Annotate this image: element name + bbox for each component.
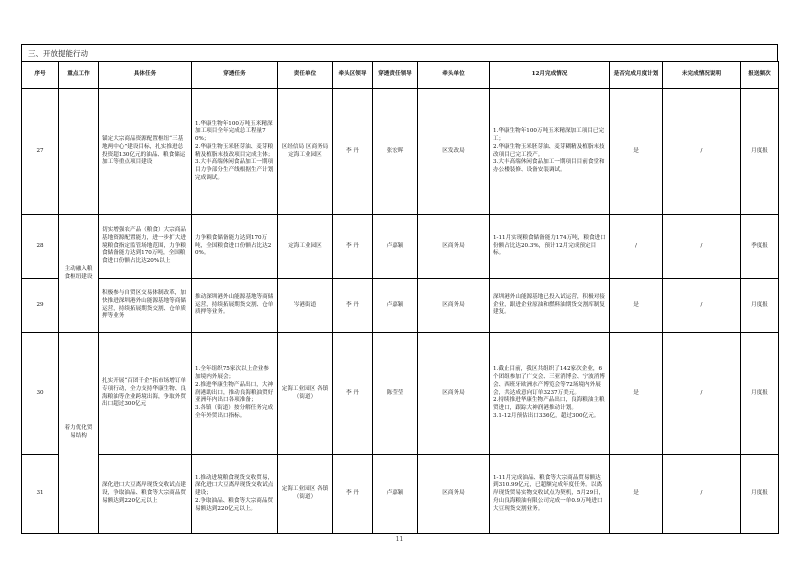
lead-cell: 李 丹: [333, 215, 373, 279]
table-row: [22, 455, 779, 534]
status-cell: [490, 279, 610, 333]
unit-cell: 定海工业园区: [278, 215, 333, 279]
table-row: [22, 215, 779, 279]
penetration-cell: [192, 215, 278, 279]
unit-cell: 岑港街道: [278, 279, 333, 333]
header-lead-unit: 牵头单位: [418, 62, 490, 89]
header-penetration-lead: 穿透责任领导: [373, 62, 418, 89]
task-cell: 锚定大宗商品资源配置枢纽“三基地两中心”建设目标，扎实推进总投资超130亿元的油品、粮食储运加工等重点项目建设: [99, 89, 192, 215]
header-status: 12月完成情况: [490, 62, 610, 89]
table-row: [22, 279, 779, 333]
lead-cell: 李 丹: [333, 333, 373, 455]
penetration-line: 2.推进华康生物产品出口，大神润港助出口，推动良海粮油贸好亚洲年内出口各项准备；: [195, 381, 274, 404]
status-line: 1-11月完成油品、粮食等大宗商品贸易额达到310.99亿元，已超额完成年度任务。以离岸现货贸易实物交收试点为契机，5月29日，舟山良海粮油有限公司完成一单0.9万吨进口大豆现货交割业务。: [493, 474, 605, 512]
task-cell: 扎实开展“百团千企”拓市场增订单专项行动，全力支持华康生物、良海粮油等企业跨境出海，争取外贸出口超过300亿元: [99, 333, 192, 455]
penetration-lead-cell: 张宏晖: [373, 89, 418, 215]
header-lead: 牵头区领导: [333, 62, 373, 89]
reason-cell: /: [663, 455, 741, 534]
status-cell: [490, 89, 610, 215]
status-line: 3.大丰高端休闲食品加工一期项目目前食堂和办公楼装修、设备安装调试。: [493, 159, 605, 173]
unit-cell: 定海工业园区 各镇（街道）: [278, 333, 333, 455]
penetration-cell: [192, 279, 278, 333]
key-work-group: 着力优化贸易结构: [59, 333, 99, 534]
status-line: 2.华康生物玉米胚芽油、麦芽糊精及植脂末技改项目已完工投产。: [493, 143, 605, 158]
frequency-cell: 季度报: [741, 215, 779, 279]
frequency-cell: 月度报: [741, 333, 779, 455]
section-title: 三、开放提能行动: [21, 44, 778, 61]
lead-cell: 李 丹: [333, 455, 373, 534]
penetration-line: 3.大丰高端休闲食品加工一期项目力争部分生产线根据生产计划完成调试。: [195, 159, 274, 181]
unit-cell: 定海工业园区 各镇（街道）: [278, 455, 333, 534]
penetration-line: 2.华康生物玉米胚芽油、麦芽粮精及植脂末技改项目完成主体；: [195, 143, 274, 158]
header-done: 是否完成月度计划: [610, 62, 663, 89]
penetration-line: 1.全年组织75家次以上企业参加境内外展会；: [195, 366, 269, 381]
frequency-cell: 月度报: [741, 455, 779, 534]
row-number: 30: [22, 333, 59, 455]
table-row: [22, 89, 779, 215]
status-line: 1.截止目前，我区共组织了142家次企业，6个团组参加了广交会、三亚消博会、宁波消博会、西班牙欧洲水产博览会等72场境内外展会，共达成意向订单3237万美元。: [493, 366, 605, 396]
status-line: 1.华康生物年100万吨玉米精深加工项目已完工；: [493, 128, 605, 143]
task-cell: 积极参与自贸区交易体制改革，加快推进深圳港外山能源基地等商储运营，持续拓展期货交割、仓单质押等业务: [99, 279, 192, 333]
header-responsible-unit: 责任单位: [278, 62, 333, 89]
penetration-cell: [192, 89, 278, 215]
frequency-cell: 月度报: [741, 279, 779, 333]
penetration-lead-cell: 卢嘉颖: [373, 215, 418, 279]
penetration-lead-cell: 卢嘉颖: [373, 455, 418, 534]
header-task: 具体任务: [99, 62, 192, 89]
key-work-empty: [59, 89, 99, 215]
penetration-line: 2.争取油品、粮食等大宗商品贸易额达到220亿元以上。: [195, 497, 274, 512]
task-table: [21, 61, 779, 534]
status-line: 1-11月实现粮食储备能力174万吨，粮食进口份额占比达20.3%，预计12月完成预定目标。: [493, 234, 606, 257]
status-line: 2.持续推进华康生物产品出口，良海粮油主粮贸进口，跟踪大神润港推动计划。: [493, 397, 605, 412]
lead-unit-cell: 区商务局: [418, 215, 490, 279]
done-cell: 是: [610, 279, 663, 333]
task-cell: 切实增强农产品（粮食）大宗商品基地资源配置能力，进一步扩大进境粮食指定监管场地范围，力争粮食储备能力达到170万吨，全国粮食进口份额占比达20%以上: [99, 215, 192, 279]
done-cell: 是: [610, 89, 663, 215]
status-line: 3.1-12月预估出口336亿，超过300亿元。: [493, 412, 600, 419]
row-number: 27: [22, 89, 59, 215]
report-sheet: [21, 44, 778, 534]
done-cell: /: [610, 215, 663, 279]
status-cell: [490, 333, 610, 455]
header-key-work: 重点工作: [59, 62, 99, 89]
done-cell: 是: [610, 455, 663, 534]
penetration-lead-cell: 卢嘉颖: [373, 279, 418, 333]
penetration-line: 1.华康生物年100万吨玉米精深加工项目全年完成总工程量70%；: [195, 120, 273, 143]
header-frequency: 报送频次: [741, 62, 779, 89]
penetration-line: 1.推动进境粮食现货交收贸易，深化进口大豆离岸现货交收试点建设；: [195, 474, 274, 497]
reason-cell: /: [663, 215, 741, 279]
lead-cell: 李 丹: [333, 89, 373, 215]
penetration-cell: [192, 333, 278, 455]
row-number: 31: [22, 455, 59, 534]
status-cell: [490, 215, 610, 279]
lead-unit-cell: 区商务局: [418, 333, 490, 455]
lead-unit-cell: 区发改局: [418, 89, 490, 215]
task-cell: 深化进口大豆离岸现货交收试点建设，争取油品、粮食等大宗商品贸易额达到220亿元以上: [99, 455, 192, 534]
frequency-cell: 月度报: [741, 89, 779, 215]
reason-cell: /: [663, 333, 741, 455]
reason-cell: /: [663, 89, 741, 215]
header-reason: 未完成情况说明: [663, 62, 741, 89]
header-no: 序号: [22, 62, 59, 89]
penetration-line: 力争粮食储备能力达到170万吨，全国粮食进口份额占比达20%。: [195, 234, 272, 257]
header-row: [22, 62, 779, 89]
lead-cell: 李 丹: [333, 279, 373, 333]
key-work-group: 主动融入粮食枢纽建设: [59, 215, 99, 333]
page-number: 11: [395, 536, 404, 543]
status-line: 深圳港外山能源基地已投入试运营，积极对接企业，跟进企业原油和燃料油期货交割库制复建复。: [493, 293, 605, 316]
done-cell: 是: [610, 333, 663, 455]
row-number: 29: [22, 279, 59, 333]
status-cell: [490, 455, 610, 534]
penetration-line: 推动深圳港外山能源基地等商储运营，持续拓展期货交割、仓单质押等业务。: [195, 293, 274, 316]
lead-unit-cell: 区商务局: [418, 279, 490, 333]
reason-cell: /: [663, 279, 741, 333]
unit-cell: 区经信局 区商务局 定海工业园区: [278, 89, 333, 215]
lead-unit-cell: 区商务局: [418, 455, 490, 534]
header-penetration-task: 穿透任务: [192, 62, 278, 89]
penetration-line: 3.各镇（街道）按分解任务完成全年外贸出口指标。: [195, 405, 274, 419]
row-number: 28: [22, 215, 59, 279]
penetration-cell: [192, 455, 278, 534]
penetration-lead-cell: 陈莹莹: [373, 333, 418, 455]
table-row: [22, 333, 779, 455]
